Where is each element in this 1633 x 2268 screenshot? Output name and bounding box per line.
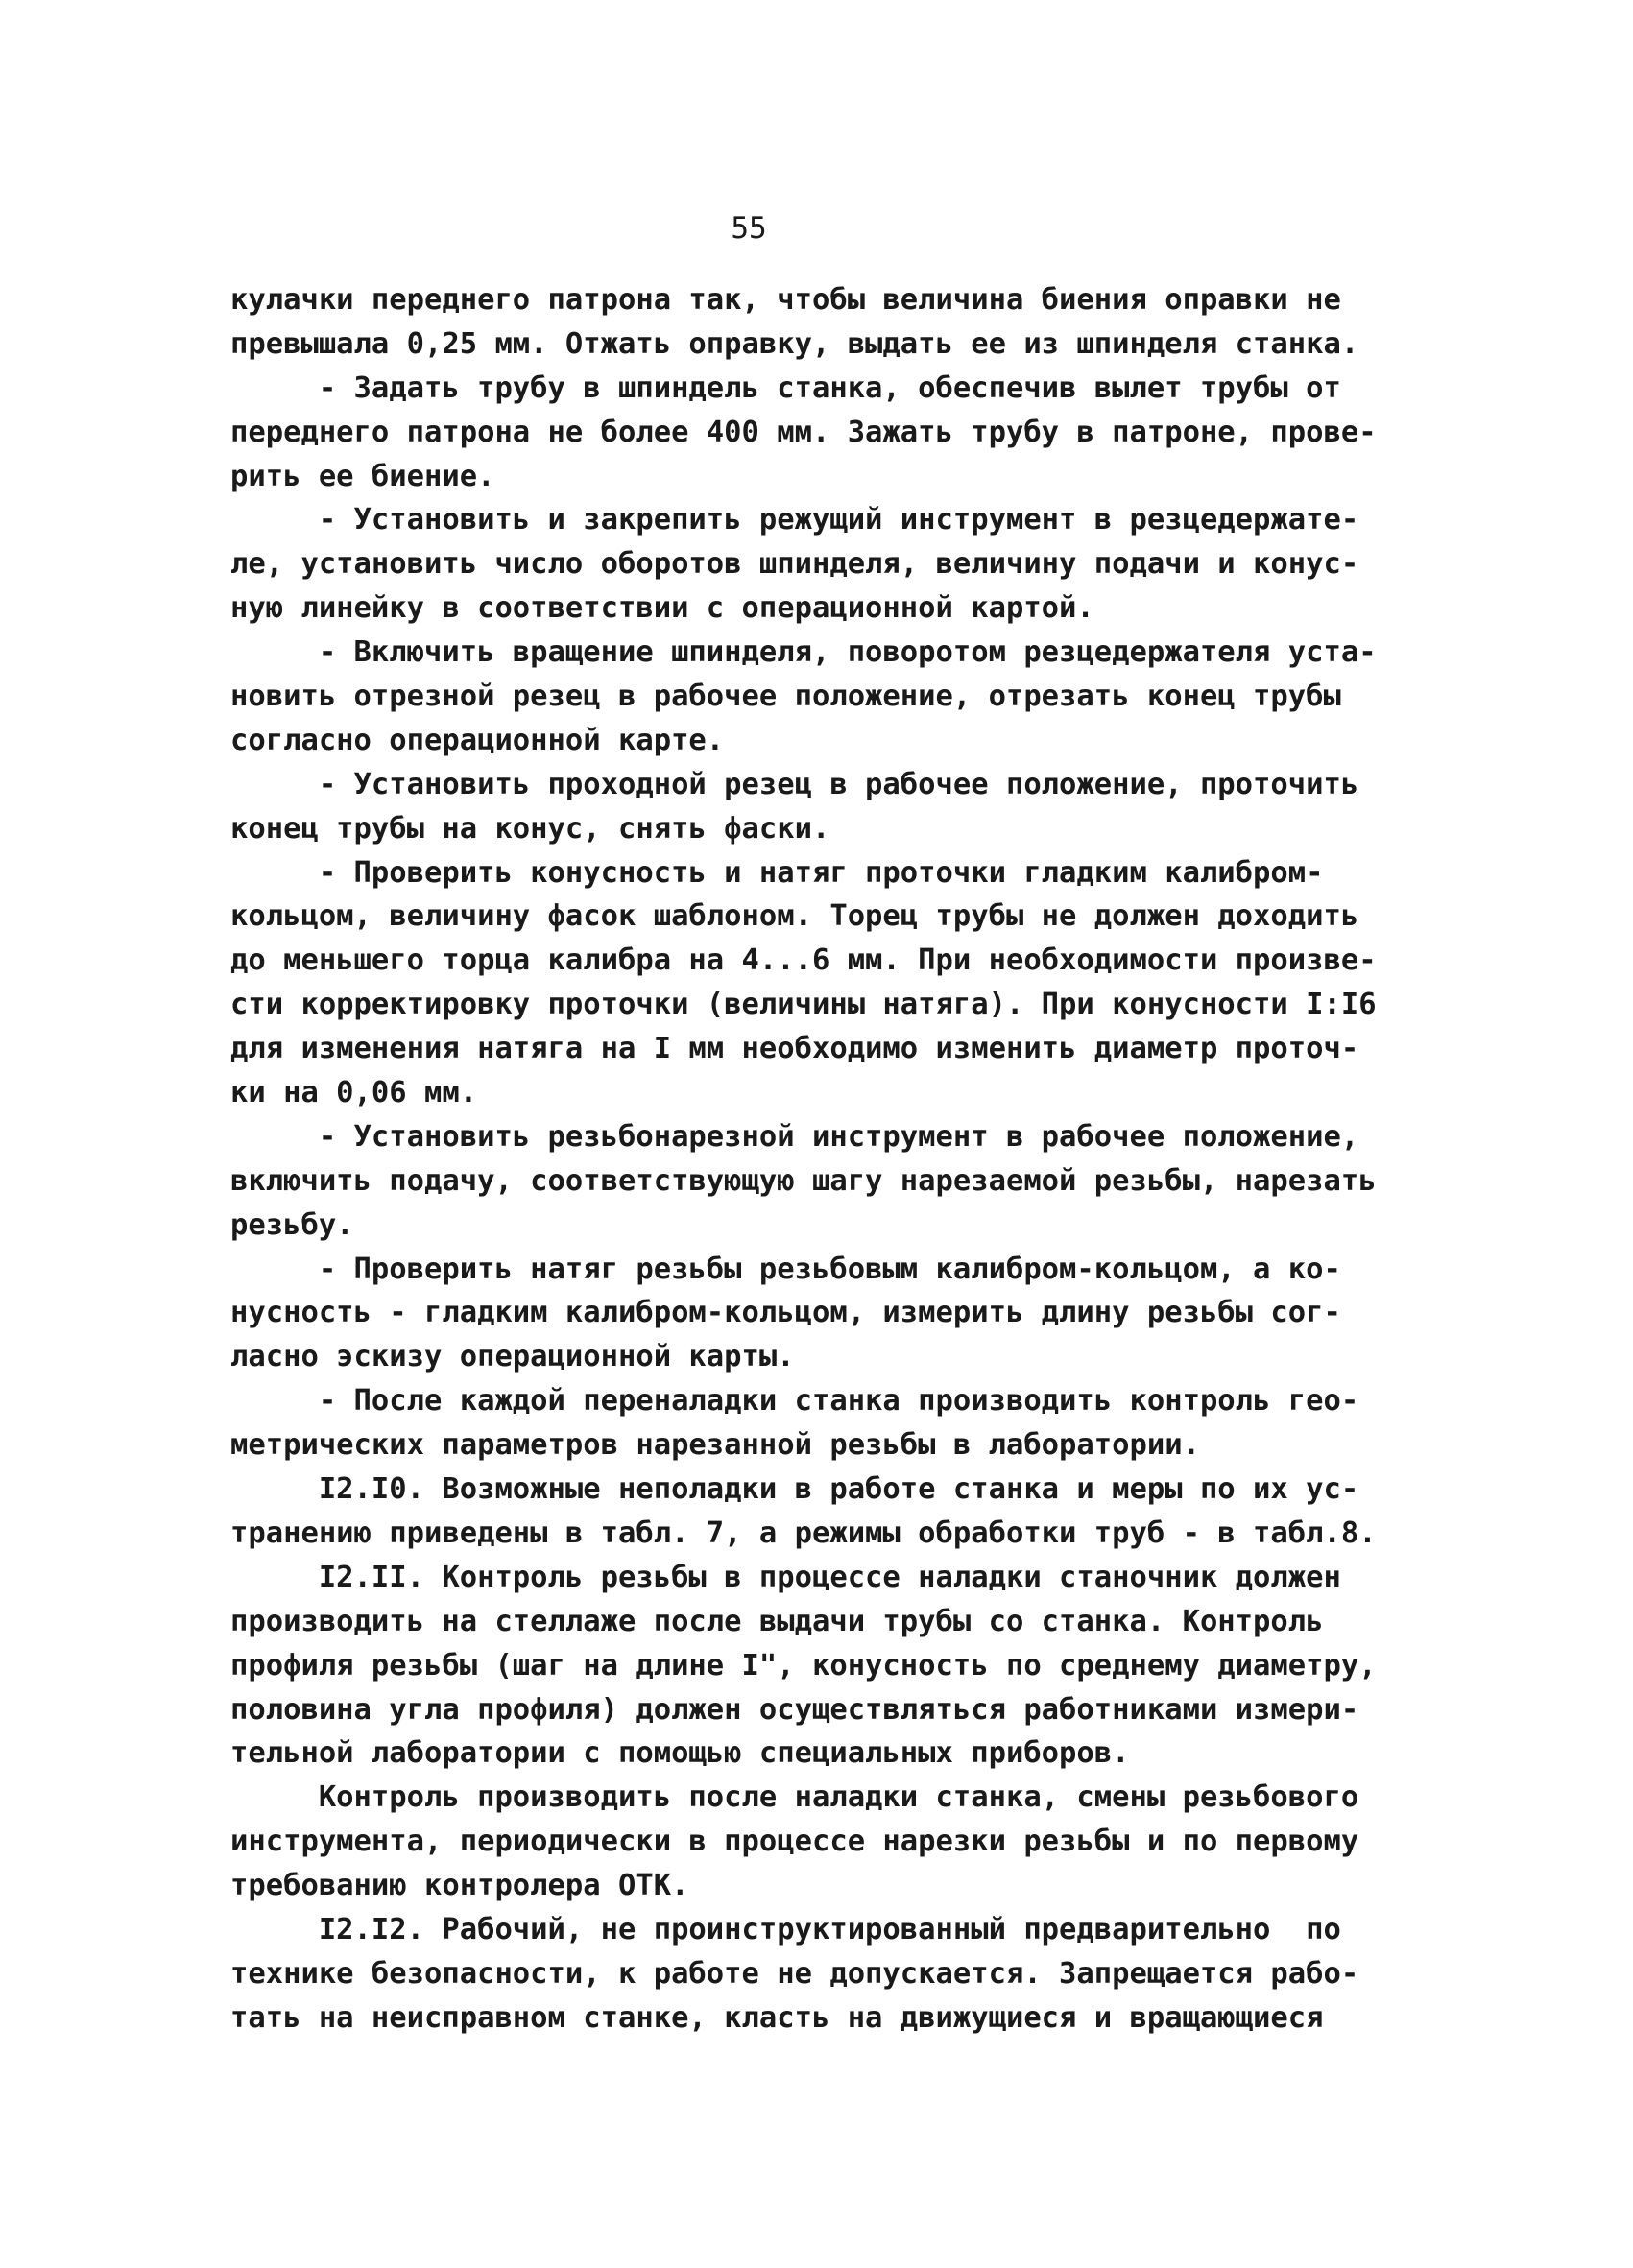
text-line: производить на стеллаже после выдачи трубы со станка. Контроль: [230, 1604, 1324, 1638]
text-line: кулачки переднего патрона так, чтобы величина биения оправки не: [230, 283, 1341, 317]
text-line: сти корректировку проточки (величины натяга). При конусности I:I6: [230, 988, 1377, 1022]
text-line: ле, установить число оборотов шпинделя, величину подачи и конус-: [230, 547, 1359, 582]
text-line: нусность - гладким калибром-кольцом, измерить длину резьбы сог-: [230, 1296, 1341, 1330]
text-line: - Установить проходной резец в рабочее положение, проточить: [230, 767, 1359, 801]
text-line: - Проверить конусность и натяг проточки гладким калибром-: [230, 855, 1324, 890]
text-line: транению приведены в табл. 7, а режимы обработки труб - в табл.8.: [230, 1516, 1377, 1550]
text-line: новить отрезной резец в рабочее положение, отрезать конец трубы: [230, 680, 1341, 714]
text-line: I2.II. Контроль резьбы в процессе наладки станочник должен: [230, 1560, 1341, 1594]
text-line: кольцом, величину фасок шаблоном. Торец трубы не должен доходить: [230, 899, 1359, 934]
body-text: [230, 278, 1421, 2041]
text-line: требованию контролера ОТК.: [230, 1869, 689, 1903]
text-line: включить подачу, соответствующую шагу нарезаемой резьбы, нарезать: [230, 1163, 1377, 1198]
text-line: - Установить резьбонарезной инструмент в рабочее положение,: [230, 1119, 1359, 1154]
text-line: Контроль производить после наладки станка, смены резьбового: [230, 1780, 1359, 1815]
text-line: до меньшего торца калибра на 4...6 мм. При необходимости произве-: [230, 943, 1377, 978]
text-line: профиля резьбы (шаг на длине I", конусность по среднему диаметру,: [230, 1648, 1377, 1683]
text-line: согласно операционной карте.: [230, 723, 725, 757]
text-line: для изменения натяга на I мм необходимо изменить диаметр проточ-: [230, 1032, 1359, 1066]
text-line: - Проверить натяг резьбы резьбовым калибром-кольцом, а ко-: [230, 1252, 1341, 1286]
text-line: - После каждой переналадки станка производить контроль гео-: [230, 1384, 1359, 1419]
text-line: переднего патрона не более 400 мм. Зажать трубу в патроне, прове-: [230, 415, 1377, 449]
text-line: ную линейку в соответствии с операционной картой.: [230, 591, 1094, 626]
text-line: технике безопасности, к работе не допускается. Запрещается рабо-: [230, 1956, 1359, 1991]
text-line: метрических параметров нарезанной резьбы в лаборатории.: [230, 1428, 1200, 1463]
text-line: - Задать трубу в шпиндель станка, обеспечив вылет трубы от: [230, 370, 1341, 405]
text-line: I2.I2. Рабочий, не проинструктированный предварительно по: [230, 1912, 1341, 1946]
text-line: тельной лаборатории с помощью специальных приборов.: [230, 1736, 1130, 1771]
text-line: тать на неисправном станке, класть на движущиеся и вращающиеся: [230, 2000, 1324, 2035]
text-line: ки на 0,06 мм.: [230, 1076, 478, 1110]
text-line: I2.I0. Возможные неполадки в работе станка и меры по их ус-: [230, 1472, 1359, 1507]
text-line: инструмента, периодически в процессе нарезки резьбы и по первому: [230, 1825, 1359, 1859]
text-line: резьбу.: [230, 1207, 354, 1242]
text-line: - Включить вращение шпинделя, поворотом резцедержателя уста-: [230, 635, 1377, 670]
text-line: половина угла профиля) должен осуществляться работниками измери-: [230, 1692, 1359, 1727]
text-line: конец трубы на конус, снять фаски.: [230, 811, 830, 846]
page-number: 55: [731, 211, 767, 246]
text-line: рить ее биение.: [230, 459, 495, 493]
text-line: превышала 0,25 мм. Отжать оправку, выдать ее из шпинделя станка.: [230, 326, 1359, 361]
text-line: ласно эскизу операционной карты.: [230, 1340, 795, 1374]
text-line: - Установить и закрепить режущий инструмент в резцедержате-: [230, 503, 1359, 537]
